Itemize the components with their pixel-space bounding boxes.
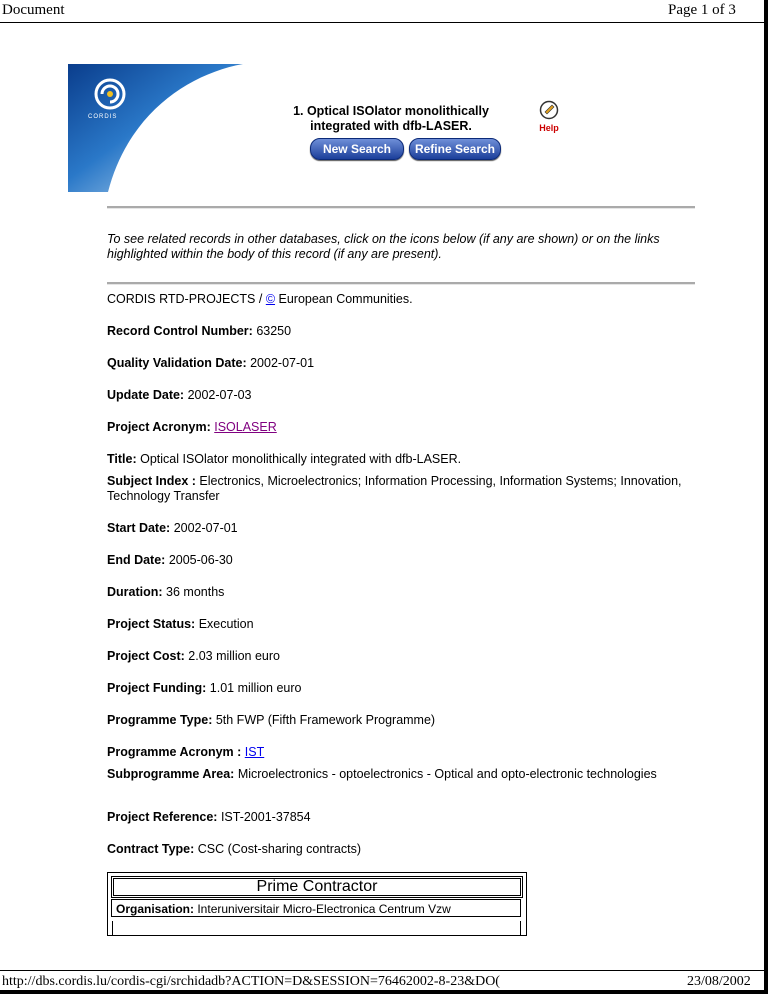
source-suffix: European Communities. bbox=[275, 292, 413, 306]
table-border bbox=[112, 921, 113, 935]
field-label: Programme Type: bbox=[107, 713, 213, 727]
refine-search-button[interactable]: Refine Search bbox=[409, 138, 501, 160]
prime-contractor-heading-cell bbox=[111, 876, 523, 898]
field-project-reference bbox=[107, 810, 697, 825]
field-value: 1.01 million euro bbox=[206, 681, 302, 695]
organisation-value: Interuniversitair Micro-Electronica Centrum Vzw bbox=[194, 902, 451, 916]
field-label: Project Cost: bbox=[107, 649, 185, 663]
field-subject-index bbox=[107, 474, 697, 504]
field-project-acronym bbox=[107, 420, 697, 435]
field-value: Execution bbox=[195, 617, 254, 631]
divider bbox=[107, 206, 695, 209]
field-quality-validation-date bbox=[107, 356, 697, 371]
field-update-date bbox=[107, 388, 697, 403]
page-frame-right bbox=[764, 0, 768, 994]
source-prefix: CORDIS RTD-PROJECTS / bbox=[107, 292, 266, 306]
source-line bbox=[107, 292, 697, 307]
field-value: 2002-07-01 bbox=[246, 356, 315, 370]
header-rule bbox=[0, 22, 764, 23]
field-project-funding bbox=[107, 681, 697, 696]
field-record-control-number bbox=[107, 324, 697, 339]
field-title bbox=[107, 452, 697, 467]
field-label: Project Acronym: bbox=[107, 420, 211, 434]
field-value: 2005-06-30 bbox=[165, 553, 233, 567]
project-acronym-link[interactable]: ISOLASER bbox=[214, 420, 277, 434]
page-frame-bottom bbox=[0, 990, 768, 994]
field-label: Update Date: bbox=[107, 388, 185, 402]
field-label: Record Control Number: bbox=[107, 324, 253, 338]
field-value: Microelectronics - optoelectronics - Optical and opto-electronic technologies bbox=[234, 767, 657, 781]
organisation-label: Organisation: bbox=[116, 902, 195, 916]
field-value: Electronics, Microelectronics; Information Processing, Information Systems; Innovation, Technology Transfer bbox=[107, 474, 682, 503]
field-subprogramme-area bbox=[107, 767, 697, 782]
print-header-page: Page 1 of 3 bbox=[668, 2, 736, 18]
logo-text: CORDIS bbox=[88, 114, 118, 120]
organisation-row bbox=[111, 899, 521, 917]
field-start-date bbox=[107, 521, 697, 536]
field-label: Title: bbox=[107, 452, 137, 466]
print-header-title: Document bbox=[2, 2, 65, 18]
field-value: 63250 bbox=[252, 324, 292, 338]
footer-rule bbox=[0, 970, 764, 971]
field-value: 2002-07-03 bbox=[184, 388, 252, 402]
prime-contractor-heading: Prime Contractor bbox=[256, 878, 378, 895]
field-label: Project Reference: bbox=[107, 810, 218, 824]
help-label: Help bbox=[539, 123, 559, 133]
new-search-button[interactable]: New Search bbox=[310, 138, 404, 160]
field-value: IST-2001-37854 bbox=[217, 810, 311, 824]
field-programme-type bbox=[107, 713, 697, 728]
help-button[interactable] bbox=[530, 100, 568, 133]
field-label: Subject Index : bbox=[107, 474, 196, 488]
print-footer-url: http://dbs.cordis.lu/cordis-cgi/srchidadb?ACTION=D&SESSION=76462002-8-23&DO( bbox=[2, 974, 500, 989]
field-project-status bbox=[107, 617, 697, 632]
programme-acronym-link[interactable]: IST bbox=[244, 745, 265, 759]
copyright-link[interactable]: © bbox=[265, 292, 276, 306]
field-label: Project Funding: bbox=[107, 681, 207, 695]
cordis-logo[interactable] bbox=[68, 64, 243, 192]
print-footer-date: 23/08/2002 bbox=[687, 974, 751, 989]
field-label: End Date: bbox=[107, 553, 166, 567]
field-contract-type bbox=[107, 842, 697, 857]
table-border bbox=[520, 921, 521, 935]
field-value: 5th FWP (Fifth Framework Programme) bbox=[212, 713, 436, 727]
field-label: Subprogramme Area: bbox=[107, 767, 235, 781]
field-value: 2002-07-01 bbox=[170, 521, 238, 535]
divider bbox=[107, 282, 695, 285]
field-label: Programme Acronym : bbox=[107, 745, 242, 759]
field-value: 36 months bbox=[162, 585, 225, 599]
intro-text: To see related records in other databases, click on the icons below (if any are shown) or on the links highlighted within the body of this record (if any are present). bbox=[107, 232, 660, 261]
field-label: Start Date: bbox=[107, 521, 171, 535]
help-icon bbox=[539, 100, 559, 120]
field-programme-acronym bbox=[107, 745, 697, 760]
field-label: Duration: bbox=[107, 585, 163, 599]
field-label: Quality Validation Date: bbox=[107, 356, 247, 370]
field-end-date bbox=[107, 553, 697, 568]
field-label: Contract Type: bbox=[107, 842, 195, 856]
field-label: Project Status: bbox=[107, 617, 196, 631]
field-value: 2.03 million euro bbox=[184, 649, 280, 663]
prime-contractor-table bbox=[107, 872, 527, 936]
field-value: CSC (Cost-sharing contracts) bbox=[194, 842, 361, 856]
field-value: Optical ISOlator monolithically integrated with dfb-LASER. bbox=[136, 452, 462, 466]
field-duration bbox=[107, 585, 697, 600]
result-title: 1. Optical ISOlator monolithically integrated with dfb-LASER. bbox=[293, 104, 489, 133]
field-project-cost bbox=[107, 649, 697, 664]
